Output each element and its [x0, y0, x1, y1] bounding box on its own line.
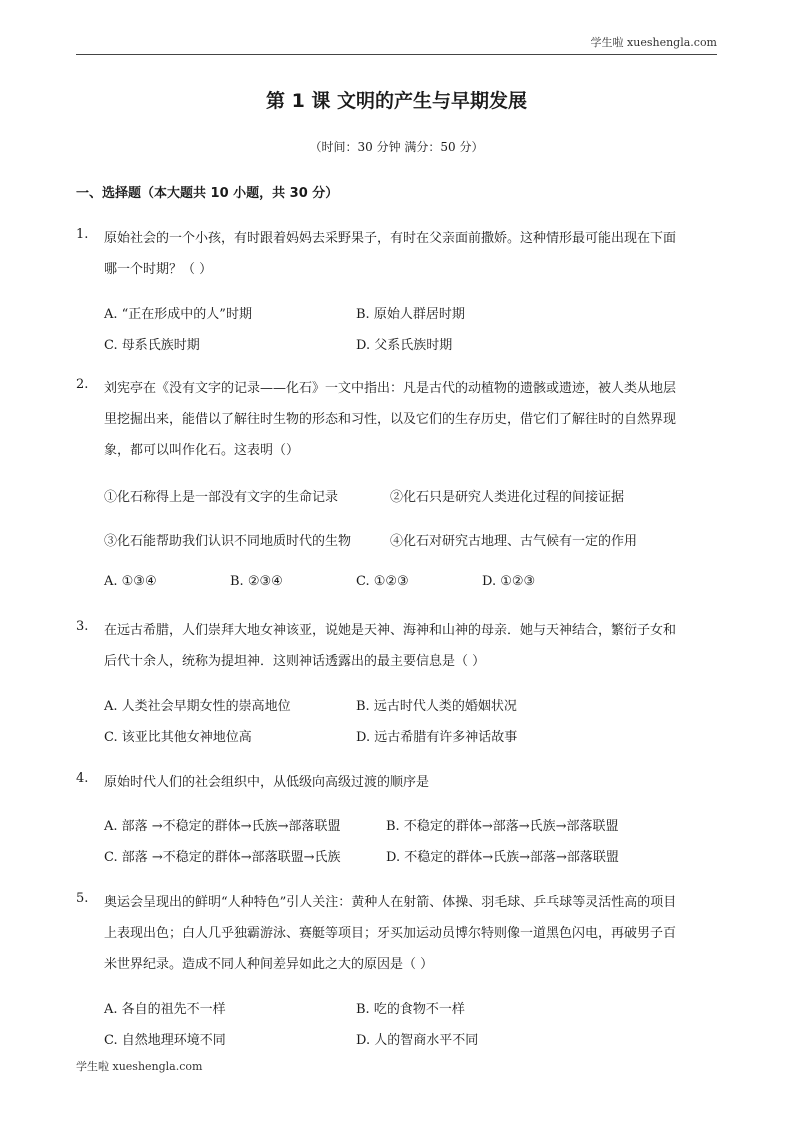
header-divider	[76, 54, 717, 55]
question-text-line: 在远古希腊，人们崇拜大地女神该亚，说她是天神、海神和山神的母亲．她与天神结合，繁衍子女和	[104, 623, 677, 638]
question-text-line: 上表现出色；白人几乎独霸游泳、赛艇等项目；牙买加运动员博尔特则像一道黑色闪电，再破男子百	[104, 926, 677, 941]
option-b: B. ②③④	[230, 574, 283, 589]
question-text-line: 象，都可以叫作化石。这表明（）	[104, 443, 300, 458]
option-a: A. “正在形成中的人”时期	[104, 307, 252, 322]
statement-4: ④化石对研究古地理、古气候有一定的作用	[390, 534, 638, 549]
question-text-line: 米世界纪录。造成不同人种间差异如此之大的原因是（ ）	[104, 957, 434, 972]
question-text-line: 原始时代人们的社会组织中，从低级向高级过渡的顺序是	[104, 775, 430, 790]
option-d: D. ①②③	[482, 574, 536, 589]
option-a: A. 人类社会早期女性的崇高地位	[104, 699, 291, 714]
question-text-line: 刘宪亭在《没有文字的记录——化石》一文中指出：凡是古代的动植物的遗骸或遗迹，被人类从地层	[104, 381, 677, 396]
option-b: B. 原始人群居时期	[356, 307, 465, 322]
footer-site-label: 学生啦 xueshengla.com	[76, 1060, 203, 1073]
question-text-line: 原始社会的一个小孩，有时跟着妈妈去采野果子，有时在父亲面前撒娇。这种情形最可能出现在下面	[104, 231, 677, 246]
option-c: C. 母系氏族时期	[104, 338, 200, 353]
option-c: C. ①②③	[356, 574, 409, 589]
statement-3: ③化石能帮助我们认识不同地质时代的生物	[104, 534, 352, 549]
question-number: 5.	[76, 891, 89, 906]
question-number: 2.	[76, 377, 89, 392]
header-site-label: 学生啦 xueshengla.com	[590, 36, 717, 49]
question-text-line: 哪一个时期？（ ）	[104, 262, 213, 277]
question-text-line: 里挖掘出来，能借以了解往时生物的形态和习性，以及它们的生存历史，借它们了解往时的自然界现	[104, 412, 677, 427]
option-a: A. 部落 →不稳定的群体→氏族→部落联盟	[104, 819, 341, 834]
page-title: 第 1 课 文明的产生与早期发展	[265, 90, 528, 112]
option-c: C. 该亚比其他女神地位高	[104, 730, 252, 745]
statement-1: ①化石称得上是一部没有文字的生命记录	[104, 490, 339, 505]
option-d: D. 远古希腊有许多神话故事	[356, 730, 518, 745]
option-a: A. 各自的祖先不一样	[104, 1002, 226, 1017]
section-heading: 一、选择题（本大题共 10 小题，共 30 分）	[76, 186, 339, 201]
option-c: C. 部落 →不稳定的群体→部落联盟→氏族	[104, 850, 341, 865]
option-b: B. 吃的食物不一样	[356, 1002, 465, 1017]
option-b: B. 远古时代人类的婚姻状况	[356, 699, 517, 714]
question-text-line: 奥运会呈现出的鲜明“人种特色”引人关注：黄种人在射箭、体操、羽毛球、乒乓球等灵活性高的项目	[104, 895, 677, 910]
option-d: D. 父系氏族时期	[356, 338, 453, 353]
question-number: 4.	[76, 771, 89, 786]
option-b: B. 不稳定的群体→部落→氏族→部落联盟	[386, 819, 619, 834]
option-a: A. ①③④	[104, 574, 157, 589]
option-c: C. 自然地理环境不同	[104, 1033, 226, 1048]
question-text-line: 后代十余人，统称为提坦神．这则神话透露出的最主要信息是（ ）	[104, 654, 486, 669]
question-number: 3.	[76, 619, 89, 634]
option-d: D. 人的智商水平不同	[356, 1033, 479, 1048]
question-number: 1.	[76, 227, 89, 242]
page-subtitle: （时间：30 分钟 满分：50 分）	[309, 140, 484, 154]
statement-2: ②化石只是研究人类进化过程的间接证据	[390, 490, 625, 505]
option-d: D. 不稳定的群体→氏族→部落→部落联盟	[386, 850, 619, 865]
